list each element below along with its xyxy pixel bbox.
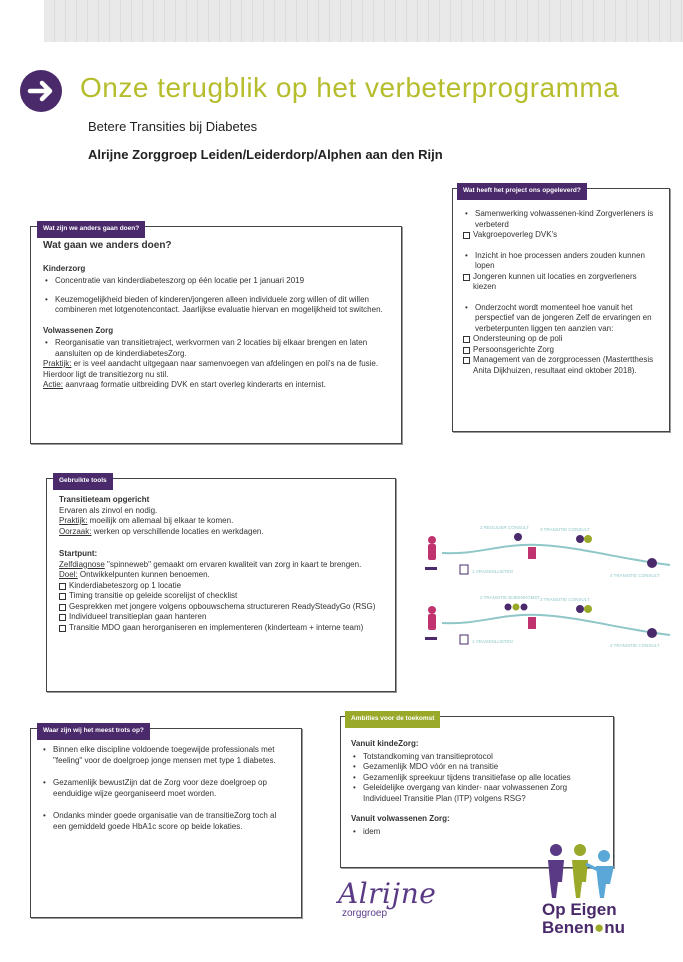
page-subtitle: Betere Transities bij Diabetes: [88, 119, 258, 134]
list-item: • Totstandkoming van transitieprotocol: [351, 752, 603, 763]
doctor-icon: [576, 535, 584, 543]
kind-title: Vanuit kindeZorg:: [351, 739, 419, 748]
infographic-row-1: [425, 525, 670, 578]
flag-icon: [528, 617, 536, 629]
person-icon: [428, 606, 436, 614]
check-item: Timing transitie op geleide scorelijst of checklist: [59, 591, 383, 602]
top-banner-strip: [44, 0, 683, 42]
doctor-icon: [584, 535, 592, 543]
infographic-label: 3 TRANSITIE CONSULT: [540, 597, 590, 602]
list-item: • idem: [351, 827, 603, 838]
check-item: Vakgroepoverleg DVK's: [463, 230, 659, 241]
volw-title: Vanuit volwassenen Zorg:: [351, 814, 450, 823]
alrijne-wordmark: Alrijne: [338, 877, 437, 910]
page-title: Onze terugblik op het verbeterprogramma: [80, 72, 620, 103]
doel-label: Doel:: [59, 570, 78, 579]
list-item: • Concentratie van kinderdiabeteszorg op één locatie per 1 januari 2019: [43, 276, 389, 287]
oorzaak-text: werken op verschillende locaties en werkdagen.: [91, 526, 264, 536]
list-item: • Inzicht in hoe processen anders zouden kunnen lopen: [463, 251, 659, 272]
oen-line2: [542, 918, 625, 938]
praktijk-text: moeilijk om allemaal bij elkaar te komen.: [87, 516, 234, 525]
organisation-name: Alrijne Zorggroep Leiden/Leiderdorp/Alphen aan den Rijn: [88, 147, 443, 162]
tools-badge: Gebruikte tools: [53, 473, 113, 490]
infographic-row-2: [425, 595, 670, 648]
infographic-label: 1 VRAGENLIJSTEN: [472, 569, 513, 574]
op-eigen-benen-logo: [538, 842, 648, 937]
check-item: Gesprekken met jongere volgens opbouwschema structureren ReadySteadyGo (RSG): [59, 602, 383, 613]
doctor-icon: [514, 533, 522, 541]
alrijne-logo: [338, 877, 437, 919]
list-item: • Ondanks minder goede organisatie van de transitieZorg toch al een gemiddeld goede HbA1c score op beide lokaties.: [41, 811, 289, 832]
kinderzorg-title: Kinderzorg: [43, 263, 86, 273]
startpunt-title: Startpunt:: [59, 549, 98, 558]
volwassenen-title: Volwassenen Zorg: [43, 325, 114, 335]
transition-infographic: [420, 515, 680, 675]
praktijk-label: Praktijk:: [59, 516, 88, 525]
clipboard-icon: [460, 565, 468, 574]
outcomes-box: [452, 188, 670, 432]
infographic-label: 4 TRANSITIE CONSULT: [610, 643, 660, 648]
person-icon: [428, 614, 436, 630]
group-icon: [505, 604, 512, 611]
tools-line: Ervaren als zinvol en nodig.: [59, 505, 158, 515]
group-icon: [513, 604, 520, 611]
outcomes-badge: Wat heeft het project ons opgeleverd?: [457, 183, 587, 200]
doctor-icon: [576, 605, 584, 613]
infographic-label: 1 VRAGENLIJSTEN: [472, 639, 513, 644]
check-item: Kinderdiabeteszorg op 1 locatie: [59, 581, 383, 592]
person-icon: [428, 536, 436, 544]
alrijne-sub: zorggroep: [342, 908, 388, 919]
group-icon: [521, 604, 528, 611]
check-item: Transitie MDO gaan herorganiseren en implementeren (kinderteam + interne team): [59, 623, 383, 634]
flag-icon: [528, 547, 536, 559]
infographic-label: 3 TRANSITIE CONSULT: [540, 527, 590, 532]
actie-label: Actie:: [43, 380, 64, 389]
list-item: • Samenwerking volwassenen-kind Zorgverleners is verbeterd: [463, 209, 659, 230]
oorzaak-label: Oorzaak:: [59, 526, 92, 536]
infographic-label: 2 TRANSITIE BIJEENKOMST: [480, 595, 541, 600]
list-item: • Geleidelijke overgang van kinder- naar volwassenen Zorg Individueel Transitie Plan (ITP) volgens RSG?: [351, 783, 603, 804]
proud-box: [30, 728, 302, 918]
zelfdiagnose-text: "spinneweb" gemaakt om ervaren kwaliteit van zorg in kaart te brengen.: [104, 559, 362, 569]
list-item: • Gezamenlijk bewustZijn dat de Zorg voor deze doelgroep op eenduidige wijze georganiseerd moet worden.: [41, 778, 289, 799]
proud-badge: Waar zijn wij het meest trots op?: [37, 723, 150, 740]
infographic-label: 4 TRANSITIE CONSULT: [610, 573, 660, 578]
clipboard-icon: [460, 635, 468, 644]
oen-benen: Benen: [542, 918, 594, 937]
check-item: Individueel transitieplan gaan hanteren: [59, 612, 383, 623]
ambitions-badge: Ambities voor de toekomst: [345, 711, 440, 728]
person-icon: [428, 544, 436, 560]
people-figures-icon: [538, 842, 648, 902]
list-item: • Gezamenlijk MDO vóór en na transitie: [351, 762, 603, 773]
doctor-icon: [647, 558, 657, 568]
infographic-label: 2 REGULIER CONSULT: [480, 525, 530, 530]
check-item: Persoonsgerichte Zorg: [463, 345, 659, 356]
check-item: Jongeren kunnen uit locaties en zorgverleners kiezen: [463, 272, 659, 293]
tools-box: [46, 478, 396, 692]
list-item: • Gezamenlijk spreekuur tijdens transitiefase op alle locaties: [351, 773, 603, 784]
tools-title: Transitieteam opgericht: [59, 495, 150, 504]
praktijk-label: Praktijk:: [43, 359, 72, 368]
changes-badge: Wat zijn we anders gaan doen?: [37, 221, 145, 238]
doel-text: Ontwikkelpunten kunnen benoemen.: [77, 570, 210, 579]
list-item: • Keuzemogelijkheid bieden of kinderen/jongeren alleen individuele zorg willen of dit willen combineren met lotgenotencontact. Jaarlijkse evaluatie hiervan en mogelijkheid tot switchen.: [43, 295, 389, 316]
check-item: Management van de zorgprocessen (Mastertthesis Anita Dijkhuizen, resultaat eind oktober 2018).: [463, 355, 659, 376]
arrow-right-icon: [20, 70, 62, 112]
doctor-icon: [584, 605, 592, 613]
zelfdiagnose-label: Zelfdiagnose: [59, 559, 105, 569]
list-item: • Reorganisatie van transitietraject, werkvormen van 2 locaties bij elkaar brengen en laten aansluiten op de kinderdiabetesZorg.: [43, 338, 389, 359]
actie-text: aanvraag formatie uitbreiding DVK en start overleg kinderarts en internist.: [63, 380, 326, 389]
oen-nu: nu: [604, 918, 626, 937]
check-item: Ondersteuning op de poli: [463, 334, 659, 345]
doctor-icon: [647, 628, 657, 638]
praktijk-text: er is veel aandacht uitgegaan naar samenvoegen van afdelingen en poli's na de fusie. Hierdoor ligt de transitiezorg nu stil.: [43, 359, 379, 379]
oen-line1: Op Eigen: [542, 900, 617, 919]
changes-heading: Wat gaan we anders doen?: [43, 240, 172, 251]
oen-dot: ●: [593, 918, 605, 937]
list-item: • Onderzocht wordt momenteel hoe vanuit het perspectief van de jongeren Zelf de ervaringen en verbeterpunten liggen ten aanzien van:: [463, 303, 659, 335]
changes-box: [30, 226, 402, 444]
list-item: • Binnen elke discipline voldoende toegewijde professionals met "feeling" voor de doelgroep jonge mensen met type 1 diabetes.: [41, 745, 289, 766]
